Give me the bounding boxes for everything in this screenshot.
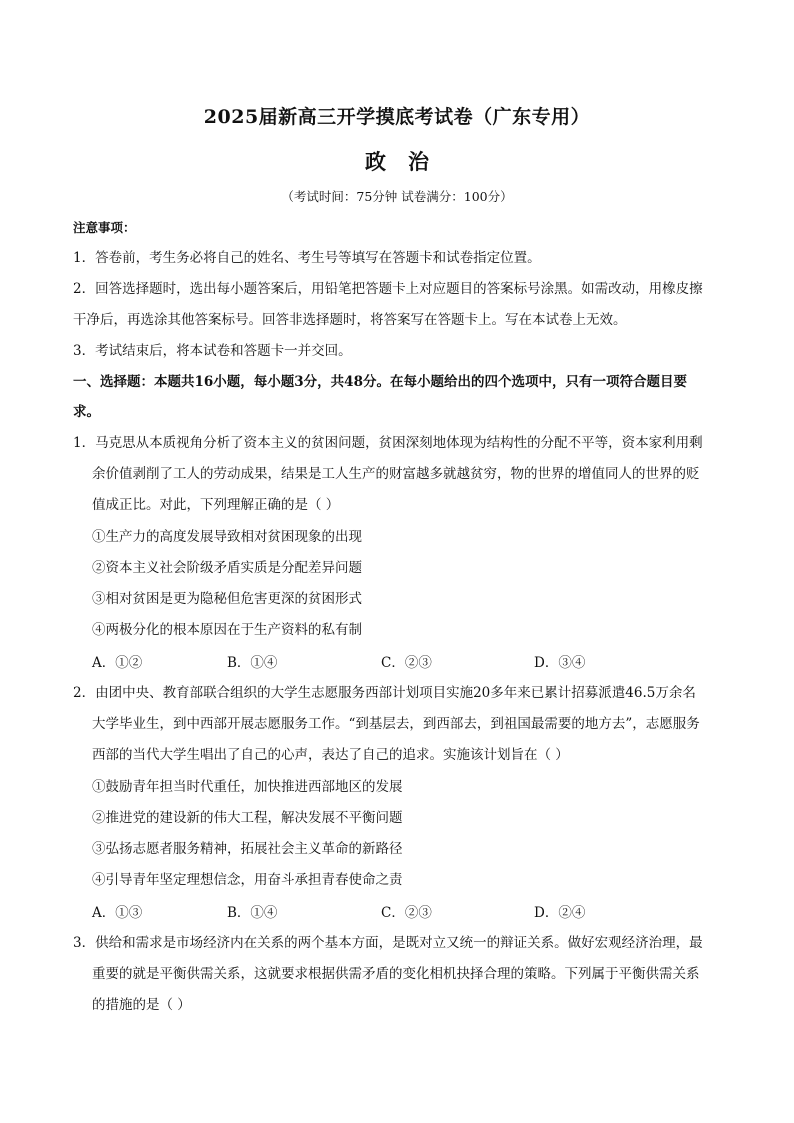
question-2-stem: 2．由团中央、教育部联合组织的大学生志愿服务西部计划项目实施20多年来已累计招募派遣46.5万余名: [73, 685, 696, 701]
note-item-1: 1．答卷前，考生务必将自己的姓名、考生号等填写在答题卡和试卷指定位置。: [73, 250, 541, 266]
section-heading: 一、选择题：本题共16小题，每小题3分，共48分。在每小题给出的四个选项中，只有一项符合题目要: [73, 374, 687, 390]
option-d: D．②④: [534, 905, 586, 921]
question-1-statement: ③相对贫困是更为隐秘但危害更深的贫困形式: [92, 591, 362, 607]
question-2-stem-cont: 大学毕业生，到中西部开展志愿服务工作。“到基层去，到西部去，到祖国最需要的地方去”，志愿服务: [92, 716, 700, 732]
question-1-stem: 1．马克思从本质视角分析了资本主义的贫困问题，贫困深刻地体现为结构性的分配不平等，资本家利用剩: [73, 435, 703, 451]
option-d: D．③④: [534, 655, 586, 671]
question-3-stem-cont: 重要的就是平衡供需关系，这就要求根据供需矛盾的变化相机抉择合理的策略。下列属于平衡供需关系: [92, 966, 700, 982]
note-item-3: 3．考试结束后，将本试卷和答题卡一并交回。: [73, 343, 352, 359]
question-1-statement: ①生产力的高度发展导致相对贫困现象的出现: [92, 529, 362, 545]
question-2-statement: ②推进党的建设新的伟大工程，解决发展不平衡问题: [92, 810, 403, 826]
option-c: C．②③: [381, 905, 432, 921]
exam-title: 2025届新高三开学摸底考试卷（广东专用）: [203, 106, 591, 128]
note-item-2-cont: 干净后，再选涂其他答案标号。回答非选择题时，将答案写在答题卡上。写在本试卷上无效。: [73, 312, 627, 328]
question-2-statement: ④引导青年坚定理想信念，用奋斗承担青春使命之责: [92, 872, 403, 888]
question-3-stem-cont: 的措施的是（ ）: [92, 997, 191, 1013]
question-1-statement: ④两极分化的根本原因在于生产资料的私有制: [92, 622, 362, 638]
exam-info: （考试时间：75分钟 试卷满分：100分）: [281, 189, 513, 204]
question-2-options: [92, 901, 732, 921]
question-2-statement: ①鼓励青年担当时代重任，加快推进西部地区的发展: [92, 779, 403, 795]
question-2-statement: ③弘扬志愿者服务精神，拓展社会主义革命的新路径: [92, 841, 403, 857]
option-a: A．①③: [92, 905, 143, 921]
option-b: B．①④: [227, 655, 278, 671]
section-heading-cont: 求。: [73, 404, 100, 420]
note-item-2: 2．回答选择题时，选出每小题答案后，用铅笔把答题卡上对应题目的答案标号涂黑。如需改动，用橡皮擦: [73, 281, 703, 297]
question-3-stem: 3．供给和需求是市场经济内在关系的两个基本方面，是既对立又统一的辩证关系。做好宏观经济治理，最: [73, 935, 703, 951]
option-a: A．①②: [92, 655, 143, 671]
question-1-stem-cont: 余价值剥削了工人的劳动成果，结果是工人生产的财富越多就越贫穷，物的世界的增值同人的世界的贬: [92, 466, 700, 482]
option-b: B．①④: [227, 905, 278, 921]
option-c: C．②③: [381, 655, 432, 671]
question-1-stem-cont: 值成正比。对此，下列理解正确的是（ ）: [92, 497, 340, 513]
notes-heading: 注意事项：: [73, 220, 136, 235]
question-1-options: [92, 651, 732, 671]
question-2-stem-cont: 西部的当代大学生唱出了自己的心声，表达了自己的追求。实施该计划旨在（ ）: [92, 747, 569, 763]
question-1-statement: ②资本主义社会阶级矛盾实质是分配差异问题: [92, 560, 362, 576]
subject-title: 政治: [365, 149, 451, 174]
